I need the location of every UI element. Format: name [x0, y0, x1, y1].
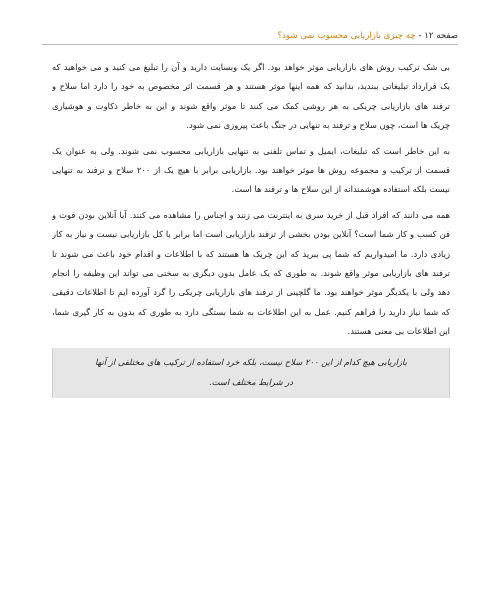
text-line: دهد ولی با یکدیگر موثر خواهند بود. ما گلچینی از ترفند های بازاریابی چریکی را گرد آورده ایم تا اطلاعات دقیقی: [52, 287, 450, 298]
quote-callout-box: [52, 348, 450, 398]
text-line: ترفند های بازاریابی چریکی به هر روشی کمک می کنند تا موثر واقع شوند و این به خاطر ذکاوت و هوشیاری: [52, 100, 450, 111]
text-line: زیادی دارد. ما امیدواریم که شما پی ببرید که این چریک ها هستند که با اطلاعات و اقدام خود باعث می شوند تا: [52, 248, 450, 259]
text-line: همه می دانند که افراد قبل از خرید سری به اینترنت می زنند و اجناس را مشاهده می کنند. آیا آنلاین بودن فوت و: [52, 209, 450, 220]
text-line: بی شک ترکیب روش های بازاریابی موثر خواهد بود. اگر یک وبسایت دارید و آن را تبلیغ می کنید و می خواهید که: [52, 62, 450, 72]
header-separator: -: [418, 31, 422, 41]
body-text: [52, 58, 450, 347]
text-line: قسمت از ترکیب و مجموعه روش ها موثر خواهند بود. بازاریابی برابر با هیچ یک از ۲۰۰ سلاح و ترفند به تنهایی: [52, 164, 450, 175]
paragraph-3: [52, 206, 450, 342]
callout-line-2: در شرایط مختلف است.: [208, 377, 294, 387]
text-line: که شما نیاز دارید را فراهم کنیم. عمل به این اطلاعات به شما بستگی دارد به طوری که بدون به کار گیری شما،: [52, 306, 450, 317]
text-line: فن کسب و کار شما است؟ آنلاین بودن بخشی از ترفند بازاریابی است اما برابر با کل بازاریابی نیست و نیاز به کار: [52, 229, 450, 240]
paragraph-1: [52, 58, 450, 136]
text-line: یک قرارداد تبلیغاتی ببندید، بدانید که همه اینها موثر هستند و هر قسمت اثر مخصوص به خود را دارد اما سلاح و: [52, 81, 450, 92]
chapter-title: چه چیزی بازاریابی محسوب نمی شود؟: [277, 31, 416, 41]
text-line: این اطلاعات بی معنی هستند.: [347, 326, 450, 337]
text-line: ترفند های بازاریابی موثر واقع شوند. به طوری که یک عامل بدون دیگری به سختی می تواند این وظیفه را انجام: [52, 267, 450, 278]
callout-line-1: بازاریابی هیچ کدام از این ۲۰۰ سلاح نیست، بلکه خرد استفاده از ترکیب های مختلفی از آنها: [95, 357, 407, 367]
text-line: به این خاطر است که تبلیغات، ایمیل و تماس تلفنی به تنهایی بازاریابی محسوب نمی شوند. ولی به عنوان یک: [52, 145, 450, 156]
header-divider: [42, 44, 458, 45]
text-line: چریک ها است، چون سلاح و ترفند به تنهایی در جنگ باعث پیروزی نمی شود.: [186, 120, 450, 131]
page-header: [42, 30, 458, 42]
text-line: نیست بلکه استفاده هوشمندانه از این سلاح ها و ترفند ها است.: [231, 184, 450, 195]
page-number: صفحه ۱۲: [424, 31, 458, 41]
paragraph-2: [52, 142, 450, 200]
